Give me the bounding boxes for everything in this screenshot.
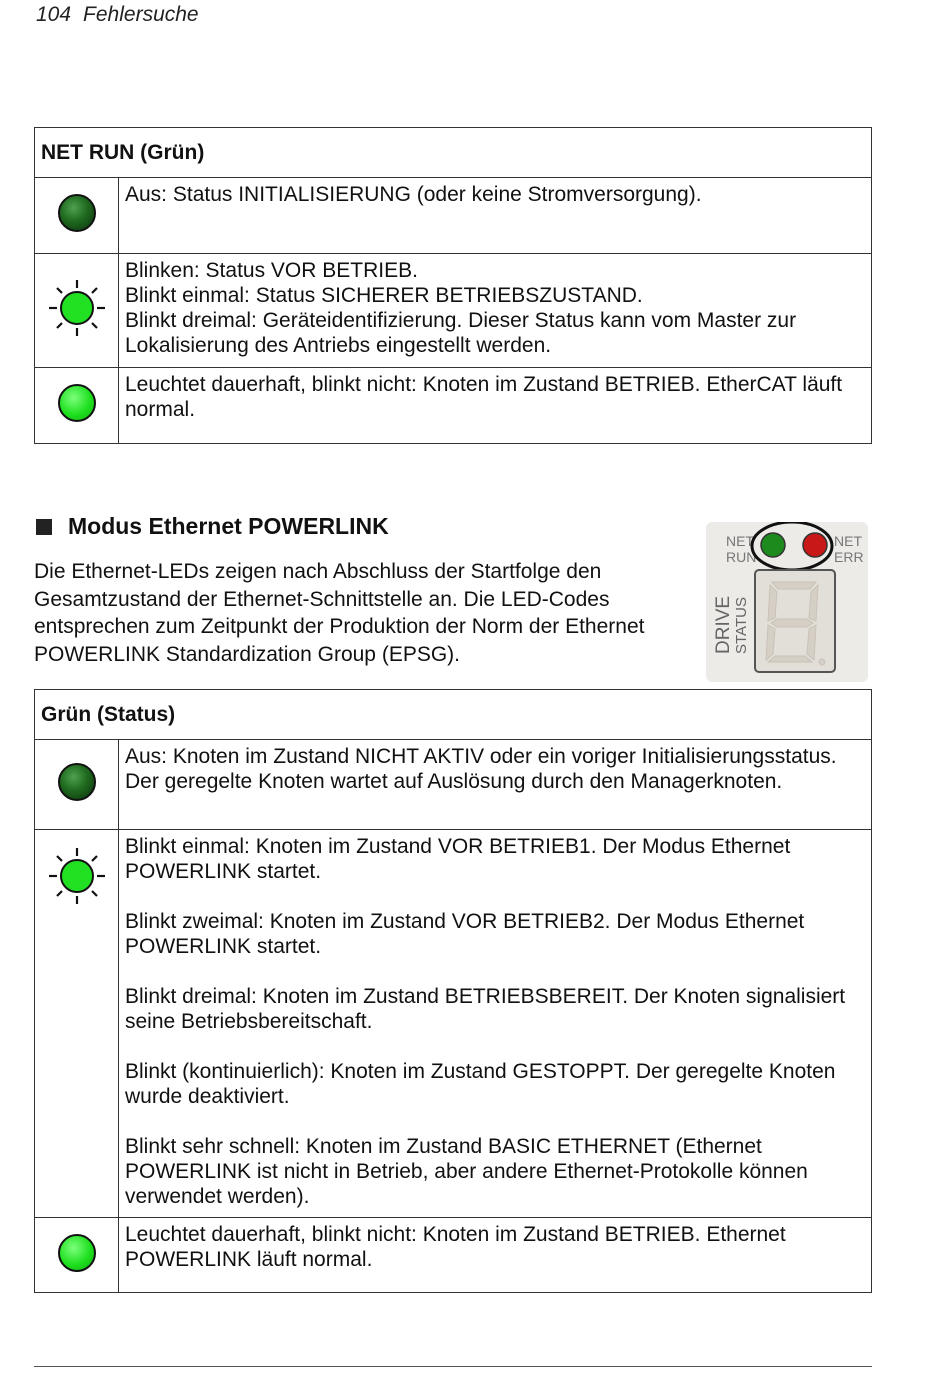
led-off-icon [58,763,96,801]
net-err-led-icon [803,533,827,557]
section-name: Fehlersuche [83,3,199,26]
led-blinking-icon [47,846,107,906]
row-line: Blinkt (kontinuierlich): Knoten im Zustand GESTOPPT. Der geregelte Knoten wurde deaktiviert. [125,1060,836,1108]
row-line: Blinkt einmal: Knoten im Zustand VOR BETRIEB1. Der Modus Ethernet POWERLINK startet. [125,835,791,883]
row-line: Blinkt dreimal: Geräteidentifizierung. Dieser Status kann vom Master zur Lokalisierung des Antriebs eingestellt werden. [125,309,797,357]
row-line: Blinkt zweimal: Knoten im Zustand VOR BETRIEB2. Der Modus Ethernet POWERLINK startet. [125,910,805,958]
icon-cell [35,178,119,254]
net-err-label-2: ERR [834,549,864,565]
net-run-label-2: RUN [726,549,757,565]
section-heading [36,513,389,540]
led-on-icon [58,384,96,422]
icon-cell [35,830,119,1218]
row-text [119,254,872,368]
status-label: STATUS [733,597,750,654]
row-text [119,830,872,1218]
section-title: Modus Ethernet POWERLINK [68,513,389,539]
net-run-led-icon [761,533,785,557]
led-on-icon [58,1234,96,1272]
drive-status-panel [706,522,868,682]
row-line: Leuchtet dauerhaft, blinkt nicht: Knoten im Zustand BETRIEB. EtherCAT läuft normal. [125,373,843,421]
square-bullet-icon [36,519,52,535]
intro-paragraph: Die Ethernet-LEDs zeigen nach Abschluss der Startfolge den Gesamtzustand der Ethernet-Schnittstelle an. Die LED-Codes entsprechen zum Zeitpunkt der Produktion der Norm der Ethernet POWERLINK Standardization Group (EPSG). [34,560,645,666]
row-line: Aus: Status INITIALISIERUNG (oder keine Stromversorgung). [125,183,702,206]
net-run-label-1: NET [726,533,754,549]
drive-label: DRIVE [713,595,734,654]
row-line: Blinkt sehr schnell: Knoten im Zustand BASIC ETHERNET (Ethernet POWERLINK ist nicht in Betrieb, aber andere Ethernet-Protokolle können verwendet werden). [125,1135,808,1208]
icon-cell [35,254,119,368]
row-text [119,740,872,830]
row-line: Blinkt einmal: Status SICHERER BETRIEBSZUSTAND. [125,284,643,307]
table-title: NET RUN (Grün) [35,128,872,178]
row-line: Leuchtet dauerhaft, blinkt nicht: Knoten im Zustand BETRIEB. Ethernet POWERLINK läuft normal. [125,1223,786,1271]
icon-cell [35,368,119,444]
row-text [119,178,872,254]
footer-divider [34,1366,872,1367]
page-header [36,3,199,27]
icon-cell [35,740,119,830]
page-number: 104 [36,3,72,26]
table-title: Grün (Status) [35,690,872,740]
row-line: Blinkt dreimal: Knoten im Zustand BETRIEBSBEREIT. Der Knoten signalisiert seine Betriebsbereitschaft. [125,985,846,1033]
row-line: Blinken: Status VOR BETRIEB. [125,259,418,282]
net-run-table [34,127,872,444]
status-table [34,689,872,1293]
row-text [119,1218,872,1293]
led-off-icon [58,194,96,232]
led-blinking-icon [47,278,107,338]
icon-cell [35,1218,119,1293]
row-line: Aus: Knoten im Zustand NICHT AKTIV oder ein voriger Initialisierungsstatus. Der geregelte Knoten wartet auf Auslösung durch den Managerknoten. [125,745,837,793]
net-err-label-1: NET [834,533,862,549]
row-text [119,368,872,444]
